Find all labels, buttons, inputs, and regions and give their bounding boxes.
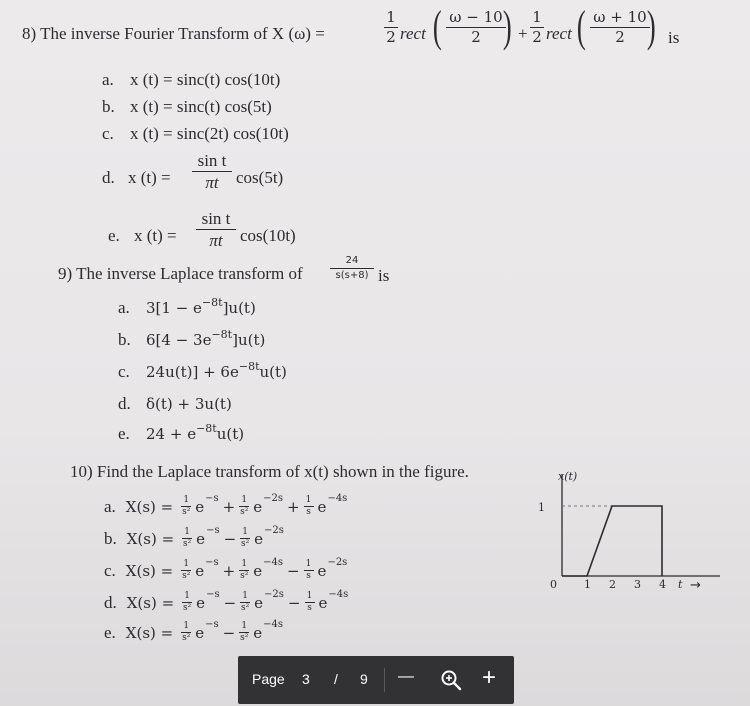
page-label: Page: [252, 671, 285, 687]
term-sign: −: [222, 623, 236, 642]
q9-fraction: 24 s(s+8): [330, 256, 374, 281]
q8-paren-open-1: (: [432, 2, 442, 51]
q10-option-lhs: X(s) =: [125, 497, 174, 516]
q8-option-e-frac: sin t πt: [196, 210, 236, 249]
figure-xticks: [550, 578, 666, 591]
term-exponent: −s: [206, 589, 220, 600]
term-exp-base: e: [196, 529, 206, 548]
q9-option: $6[4 - 3e^{-8t}]u(t)$: [146, 328, 266, 349]
term-exponent: −s: [205, 493, 219, 504]
x-tick-label: 2: [609, 578, 616, 591]
figure-xlabel: t: [678, 578, 683, 591]
term-sign: −: [287, 593, 301, 612]
q8-suffix: is: [668, 28, 680, 47]
q9-option: $24u(t)] + 6e^{-8t}u(t)$: [146, 360, 287, 381]
q10-option-letter: e.: [104, 622, 116, 642]
term-exponent: −s: [206, 525, 220, 536]
zoom-in-button[interactable]: +: [482, 664, 497, 691]
q9-suffix: is: [378, 266, 390, 285]
pdf-toolbar: [238, 656, 514, 704]
x-tick-label: 3: [634, 578, 641, 591]
total-pages: 9: [360, 671, 368, 687]
figure-axes: [562, 474, 720, 576]
q9-option: $3[1 - e^{-8t}]u(t)$: [146, 296, 256, 317]
q8-plus: +: [518, 24, 528, 43]
term-fraction: 1 s²: [182, 621, 191, 643]
q10-option-lhs: X(s) =: [126, 593, 175, 612]
q8-paren-close-1: ): [502, 2, 512, 51]
q8-option-c: x (t) = sinc(2t) cos(10t): [130, 124, 289, 143]
term-exponent: −4s: [328, 589, 349, 600]
q10-option-lhs: X(s) =: [125, 623, 174, 642]
term-exp-base: e: [253, 561, 263, 580]
q10-option-letter: c.: [104, 560, 116, 580]
term-exp-base: e: [318, 593, 328, 612]
term-sign: +: [222, 561, 236, 580]
q10-option-lhs: X(s) =: [126, 529, 175, 548]
x-tick-label: 1: [584, 578, 591, 591]
q8-arg-1: ω − 10 2: [446, 10, 506, 45]
term-fraction: 1 s²: [241, 591, 250, 613]
term-exp-base: e: [195, 561, 205, 580]
q8-half-1: 1 2: [384, 10, 398, 45]
q8-option-d-frac: sin t πt: [192, 152, 232, 191]
term-exp-base: e: [253, 623, 263, 642]
q9-option-letter: b.: [118, 330, 131, 349]
term-exp-base: e: [254, 529, 264, 548]
q8-option-d-rhs: cos(5t): [236, 168, 284, 187]
figure-ylabel: x(t): [558, 470, 578, 483]
q9-option-letter: c.: [118, 362, 130, 381]
q8-option-b-letter: b.: [102, 97, 115, 116]
term-fraction: 1 s²: [183, 527, 192, 549]
q8-rect-2: rect: [546, 24, 572, 43]
q8-option-d-lhs: x (t) =: [128, 168, 171, 187]
q9-option-letter: e.: [118, 424, 130, 443]
term-exponent: −4s: [263, 557, 283, 568]
q10-option-letter: b.: [104, 528, 117, 548]
q9-prefix: 9) The inverse Laplace transform of: [58, 264, 303, 283]
term-exp-base: e: [317, 561, 327, 580]
q10-option-letter: d.: [104, 592, 117, 612]
term-sign: −: [286, 561, 300, 580]
toolbar-divider: [384, 668, 385, 692]
q8-arg-2: ω + 10 2: [590, 10, 650, 45]
term-sign: +: [286, 497, 300, 516]
term-fraction: 1 s²: [240, 621, 249, 643]
term-fraction: 1 s: [304, 496, 314, 517]
q8-paren-close-2: ): [646, 2, 656, 51]
q10-prefix: 10) Find the Laplace transform of x(t) shown in the figure.: [70, 462, 469, 481]
q8-option-e-rhs: cos(10t): [240, 226, 296, 245]
q8-paren-open-2: (: [576, 2, 586, 51]
q9-option: $24 + e^{-8t}u(t)$: [146, 422, 245, 443]
term-exp-base: e: [195, 497, 205, 516]
current-page[interactable]: 3: [302, 671, 310, 687]
q8-option-a-letter: a.: [102, 70, 114, 89]
q9-option-letter: a.: [118, 298, 130, 317]
q10-option-lhs: X(s) =: [125, 561, 174, 580]
term-fraction: 1 s²: [241, 527, 250, 549]
q8-option-e-letter: e.: [108, 226, 120, 245]
q10-option: [104, 493, 348, 517]
q10-option: [104, 589, 349, 613]
q10-option-letter: a.: [104, 496, 116, 516]
signal-figure: [520, 466, 730, 596]
q10-option: [104, 619, 283, 643]
term-exp-base: e: [317, 497, 327, 516]
figure-ytick: 1: [538, 501, 545, 514]
term-fraction: 1 s²: [182, 495, 191, 517]
term-exp-base: e: [196, 593, 206, 612]
q8-option-a: x (t) = sinc(t) cos(10t): [130, 70, 281, 89]
term-exponent: −2s: [264, 589, 284, 600]
q10-option: [104, 525, 284, 549]
q9-option-letter: d.: [118, 394, 131, 413]
term-exponent: −2s: [263, 493, 283, 504]
term-exp-base: e: [253, 497, 263, 516]
q8-rect-1: rect: [400, 24, 426, 43]
term-sign: +: [222, 497, 236, 516]
term-fraction: 1 s²: [240, 559, 249, 581]
q8-option-b: x (t) = sinc(t) cos(5t): [130, 97, 272, 116]
term-exp-base: e: [254, 593, 264, 612]
term-sign: −: [223, 529, 237, 548]
q8-option-c-letter: c.: [102, 124, 114, 143]
q8-option-d-letter: d.: [102, 168, 115, 187]
term-exponent: −s: [205, 619, 219, 630]
term-exponent: −4s: [263, 619, 283, 630]
term-fraction: 1 s²: [182, 559, 191, 581]
term-fraction: 1 s²: [183, 591, 192, 613]
x-tick-label: 0: [550, 578, 557, 591]
zoom-search-icon[interactable]: [440, 669, 462, 691]
x-tick-label: 4: [659, 578, 666, 591]
signal-trace: [562, 506, 662, 576]
term-fraction: 1 s²: [240, 495, 249, 517]
q8-half-2: 1 2: [530, 10, 544, 45]
term-exponent: −s: [205, 557, 219, 568]
term-exponent: −2s: [264, 525, 284, 536]
term-exponent: −4s: [327, 493, 348, 504]
page-separator: /: [334, 671, 338, 687]
figure-x-arrow: →: [690, 578, 701, 593]
term-fraction: 1 s: [304, 560, 314, 581]
term-exponent: −2s: [327, 557, 348, 568]
q10-option: [104, 557, 348, 581]
term-sign: −: [223, 593, 237, 612]
term-exp-base: e: [195, 623, 205, 642]
zoom-out-button[interactable]: —: [398, 668, 414, 685]
q8-option-e-lhs: x (t) =: [134, 226, 177, 245]
q8-prefix: 8) The inverse Fourier Transform of X (ω) =: [22, 24, 325, 43]
term-fraction: 1 s: [305, 592, 315, 613]
q9-option: δ(t) + 3u(t): [146, 395, 232, 413]
